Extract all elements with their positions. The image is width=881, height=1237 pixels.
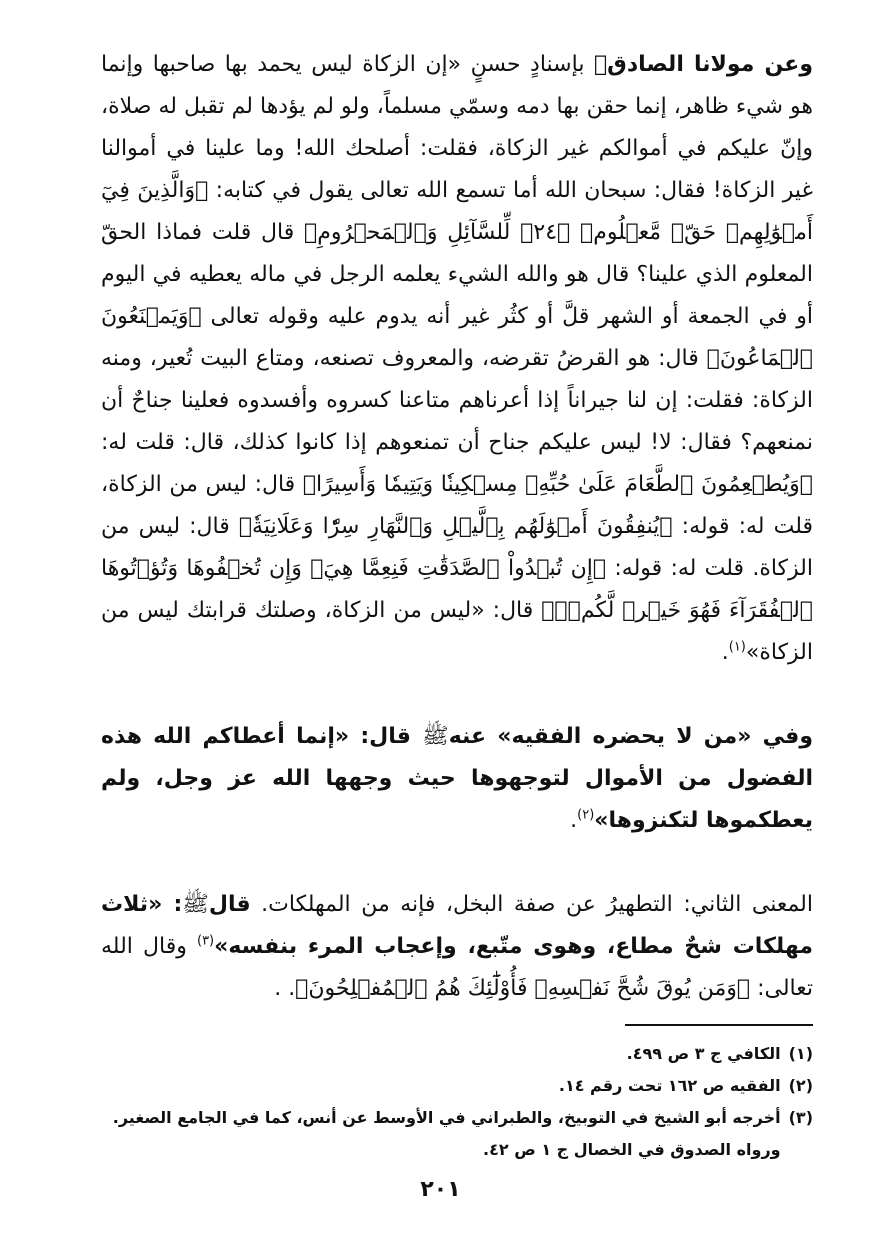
salutation-mark: ﷺ <box>593 52 608 77</box>
paragraph-second-meaning <box>101 884 813 1010</box>
footnote-text: أخرجه أبو الشيخ في التوبيخ، والطبراني في الأوسط عن أنس، كما في الجامع الصغير. ورواه الصدوق في الخصال ج ١ ص ٤٢. <box>112 1108 781 1159</box>
paragraph-end: . <box>721 640 729 665</box>
footnote-item <box>101 1038 813 1070</box>
paragraph-end: . <box>570 808 578 833</box>
paragraph-said: قال <box>208 892 251 917</box>
paragraph-tail: وقال الله تعالى: ﴿وَمَن يُوقَ شُحَّ نَفۡسِهِۦ فَأُوْلَٰٓئِكَ هُمُ ٱلۡمُفۡلِحُونَ﴾. . <box>101 934 813 1001</box>
footnote-item <box>101 1070 813 1102</box>
paragraph-intro: وفي «من لا يحضره الفقيه» عنه <box>448 724 813 749</box>
footnote-number: (١) <box>788 1044 813 1063</box>
footnotes <box>101 1038 813 1166</box>
footnote-number: (٣) <box>788 1108 813 1127</box>
footnote-text: الكافي ج ٣ ص ٤٩٩. <box>626 1044 781 1063</box>
salutation-mark: ﷺ <box>182 892 209 917</box>
footnote-divider <box>625 1024 813 1026</box>
paragraph-zakat-hadith <box>101 44 813 674</box>
paragraph-quote: : «ثلاث مهلكات شحٌ مطاع، وهوى متّبع، وإعجاب المرء بنفسه» <box>101 892 813 959</box>
salutation-mark: ﷺ <box>422 724 449 749</box>
footnote-item <box>101 1102 813 1166</box>
footnote-number: (٢) <box>788 1076 813 1095</box>
paragraph-faqih-hadith <box>101 716 813 842</box>
paragraph-lead: وعن مولانا الصادق <box>607 52 814 77</box>
footnote-ref: (٣) <box>196 933 215 949</box>
paragraph-body: بإسنادٍ حسنٍ «إن الزكاة ليس يحمد بها صاحبها وإنما هو شيء ظاهر، إنما حقن بها دمه وسمّي مسلماً، ولو لم يؤدها لم تقبل له صلاة، وإنّ عليكم في أموالكم غير الزكاة، فقلت: أصلحك الله! وما علينا في أموالنا غير الزكاة! فقال: سبحان الله أما تسمع الله تعالى يقول في كتابه: ﴿وَالَّذِينَ فِيٓ أَمۡوَٰلِهِمۡ حَقّٞ مَّعۡلُومٞ ﴿٢٤﴾ لِّلسَّآئِلِ وَٱلۡمَحۡرُومِ﴾ قال قلت فماذا الحقّ المعلوم الذي علينا؟ قال هو والله الشيء يعلمه الرجل في ماله يعطيه في اليوم أو في الجمعة أو الشهر قلَّ أو كثُر غير أنه يدوم عليه وقوله تعالى ﴿وَيَمۡنَعُونَ ٱلۡمَاعُونَ﴾ قال: هو القرضُ تقرضه، والمعروف تصنعه، ومتاع البيت تُعير، ومنه الزكاة: فقلت: إن لنا جيراناً إذا أعرناهم متاعنا كسروه وأفسدوه فعلينا جناحٌ أن نمنعهم؟ فقال: لا! ليس عليكم جناح أن تمنعوهم إذا كانوا كذلك، قال: قلت له: ﴿وَيُطۡعِمُونَ ٱلطَّعَامَ عَلَىٰ حُبِّهِۦ مِسۡكِينٗا وَيَتِيمٗا وَأَسِيرًا﴾ قال: ليس من الزكاة، قلت له: قوله: ﴿يُنفِقُونَ أَمۡوَٰلَهُم بِٱلَّيۡلِ وَٱلنَّهَارِ سِرّٗا وَعَلَانِيَةٗ﴾ قال: ليس من الزكاة. قلت له: قوله: ﴿إِن تُبۡدُواْ ٱلصَّدَقَٰتِ فَنِعِمَّا هِيَۖ وَإِن تُخۡفُوهَا وَتُؤۡتُوهَا ٱلۡفُقَرَآءَ فَهُوَ خَيۡرٞ لَّكُمۡۚ﴾ قال: «ليس من الزكاة، وصلتك قرابتك ليس من الزكاة» <box>101 52 813 665</box>
page-body <box>101 44 814 1159</box>
footnote-ref: (٢) <box>577 807 595 823</box>
footnote-text: الفقيه ص ١٦٢ تحت رقم ١٤. <box>558 1076 781 1095</box>
page-number: ٢٠١ <box>420 1177 461 1202</box>
footnote-ref: (١) <box>728 639 746 655</box>
paragraph-heading-line: المعنى الثاني: التطهيرُ عن صفة البخل، فإنه من المهلكات. <box>261 892 813 917</box>
paragraph-quote: قال: «إنما أعطاكم الله هذه الفضول من الأموال لتوجهوها حيث وجهها الله عز وجل، ولم يعطكموها لتكنزوها» <box>101 724 813 833</box>
